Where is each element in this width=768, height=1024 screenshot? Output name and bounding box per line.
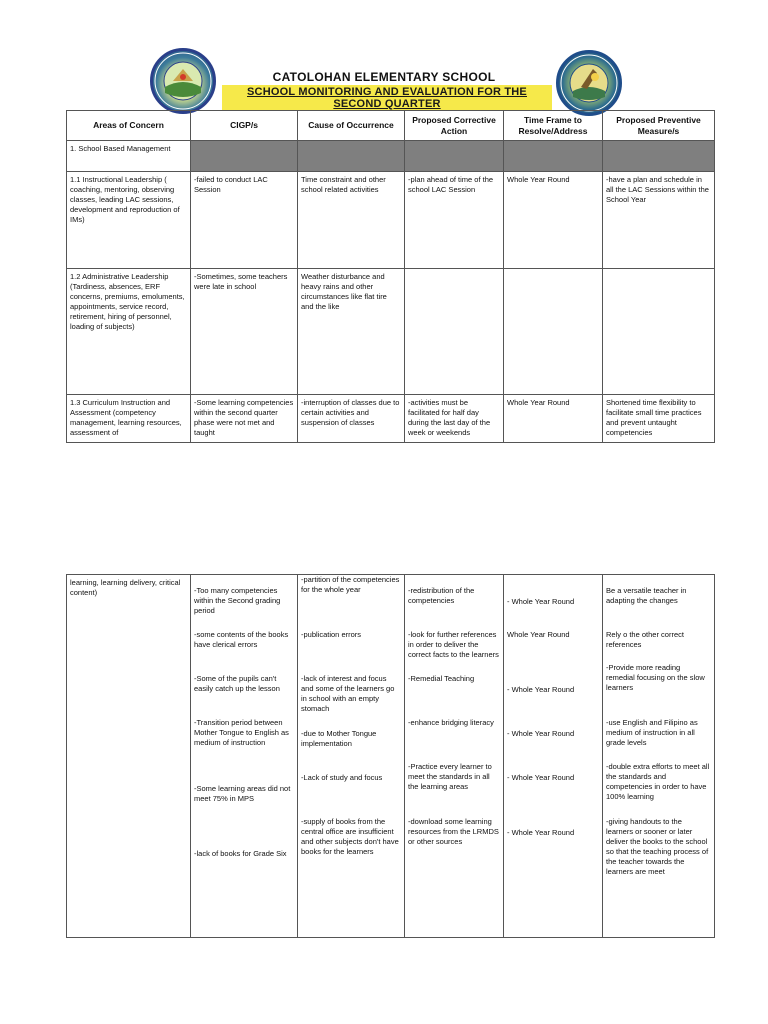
school-name: CATOLOHAN ELEMENTARY SCHOOL	[272, 70, 496, 84]
cause-cell	[298, 575, 405, 938]
time-cell	[504, 269, 603, 395]
document-header	[0, 48, 768, 108]
preventive-entry: Rely o the other correct references	[606, 630, 684, 649]
cigp-cell: -Some learning competencies within the second quarter phase were not met and taught	[191, 395, 298, 443]
table-row	[67, 269, 715, 395]
preventive-entry: -use English and Filipino as medium of instruction in all grade levels	[606, 718, 698, 747]
column-header: Cause of Occurrence	[298, 111, 405, 141]
cigp-cell: -failed to conduct LAC Session	[191, 172, 298, 269]
area-cell: 1.2 Administrative Leadership (Tardiness, absences, ERF concerns, premiums, emoluments, appointments, service record, retirement, hiring of personnel, loading of subjects)	[67, 269, 191, 395]
area-cell	[67, 575, 191, 938]
table-header-row	[67, 111, 715, 141]
monitoring-table-page-1	[66, 110, 715, 443]
corrective-entry: -download some learning resources from the LRMDS or other sources	[408, 817, 499, 846]
section-label: 1. School Based Management	[67, 141, 191, 172]
cigp-cell	[191, 575, 298, 938]
cigp-entry: -Some of the pupils can't easily catch up the lesson	[194, 674, 280, 693]
preventive-entry: Be a versatile teacher in adapting the changes	[606, 586, 687, 605]
cause-entry: -Lack of study and focus	[301, 773, 383, 782]
cigp-cell: -Sometimes, some teachers were late in school	[191, 269, 298, 395]
time-entry: - Whole Year Round	[507, 729, 575, 738]
preventive-cell	[603, 269, 715, 395]
corrective-cell	[405, 575, 504, 938]
time-entry: - Whole Year Round	[507, 828, 575, 837]
table-row	[67, 395, 715, 443]
preventive-cell: -have a plan and schedule in all the LAC Sessions within the School Year	[603, 172, 715, 269]
cause-cell: -interruption of classes due to certain activities and suspension of classes	[298, 395, 405, 443]
time-cell: Whole Year Round	[504, 395, 603, 443]
corrective-entry: -enhance bridging literacy	[408, 718, 494, 727]
corrective-entry: -redistribution of the competencies	[408, 586, 475, 605]
table-row-continued	[67, 575, 715, 938]
preventive-cell: Shortened time flexibility to facilitate small time practices and prevent untaught competencies	[603, 395, 715, 443]
corrective-entry: -Practice every learner to meet the standards in all the learning areas	[408, 762, 492, 791]
column-header: Areas of Concern	[67, 111, 191, 141]
corrective-cell: -plan ahead of time of the school LAC Session	[405, 172, 504, 269]
preventive-entry: -Provide more reading remedial focusing on the slow learners	[606, 663, 705, 692]
area-cell: 1.1 Instructional Leadership ( coaching, mentoring, observing classes, leading LAC sessions, development and reproduction of IMs)	[67, 172, 191, 269]
time-entry: - Whole Year Round	[507, 685, 575, 694]
preventive-cell	[603, 575, 715, 938]
cause-entry: -lack of interest and focus and some of the learners go in school with an empty stomach	[301, 674, 395, 713]
cause-entry: -supply of books from the central office are insufficient and other subjects don't have books for the learners	[301, 817, 399, 856]
corrective-cell	[405, 269, 504, 395]
column-header: Proposed Preventive Measure/s	[603, 111, 715, 141]
area-cell: 1.3 Curriculum Instruction and Assessment (competency management, learning resources, assessment of	[67, 395, 191, 443]
monitoring-table-page-2	[66, 574, 715, 938]
cause-entry: -publication errors	[301, 630, 362, 639]
cigp-entry: -lack of books for Grade Six	[194, 849, 287, 858]
cause-cell: Time constraint and other school related activities	[298, 172, 405, 269]
corrective-entry: -look for further references in order to deliver the correct facts to the learners	[408, 630, 499, 659]
time-entry: Whole Year Round	[507, 630, 570, 639]
cigp-entry: -Too many competencies within the Second grading period	[194, 586, 281, 615]
cigp-entry: -Some learning areas did not meet 75% in MPS	[194, 784, 291, 803]
time-cell: Whole Year Round	[504, 172, 603, 269]
preventive-entry: -giving handouts to the learners or sooner or later deliver the books to the school so that the teaching process of the teacher towards the learners are meet	[606, 817, 709, 876]
corrective-entry: -Remedial Teaching	[408, 674, 475, 683]
area-text: learning, learning delivery, critical content)	[70, 578, 181, 597]
cause-entry: -due to Mother Tongue implementation	[301, 729, 377, 748]
cause-entry: -partition of the competencies for the whole year	[301, 575, 400, 594]
time-cell	[504, 575, 603, 938]
cigp-entry: -some contents of the books have clerical errors	[194, 630, 289, 649]
table-row	[67, 172, 715, 269]
time-entry: - Whole Year Round	[507, 597, 575, 606]
section-row	[67, 141, 715, 172]
preventive-entry: -double extra efforts to meet all the standards and competencies in order to have 100% learning	[606, 762, 710, 801]
report-title: SCHOOL MONITORING AND EVALUATION FOR THE SECOND QUARTER	[222, 85, 552, 111]
cause-cell: Weather disturbance and heavy rains and other circumstances like flat tire and the like	[298, 269, 405, 395]
column-header: CIGP/s	[191, 111, 298, 141]
time-entry: - Whole Year Round	[507, 773, 575, 782]
column-header: Proposed Corrective Action	[405, 111, 504, 141]
cigp-entry: -Transition period between Mother Tongue to English as medium of instruction	[194, 718, 289, 747]
column-header: Time Frame to Resolve/Address	[504, 111, 603, 141]
corrective-cell: -activities must be facilitated for half day during the last day of the week or weekends	[405, 395, 504, 443]
